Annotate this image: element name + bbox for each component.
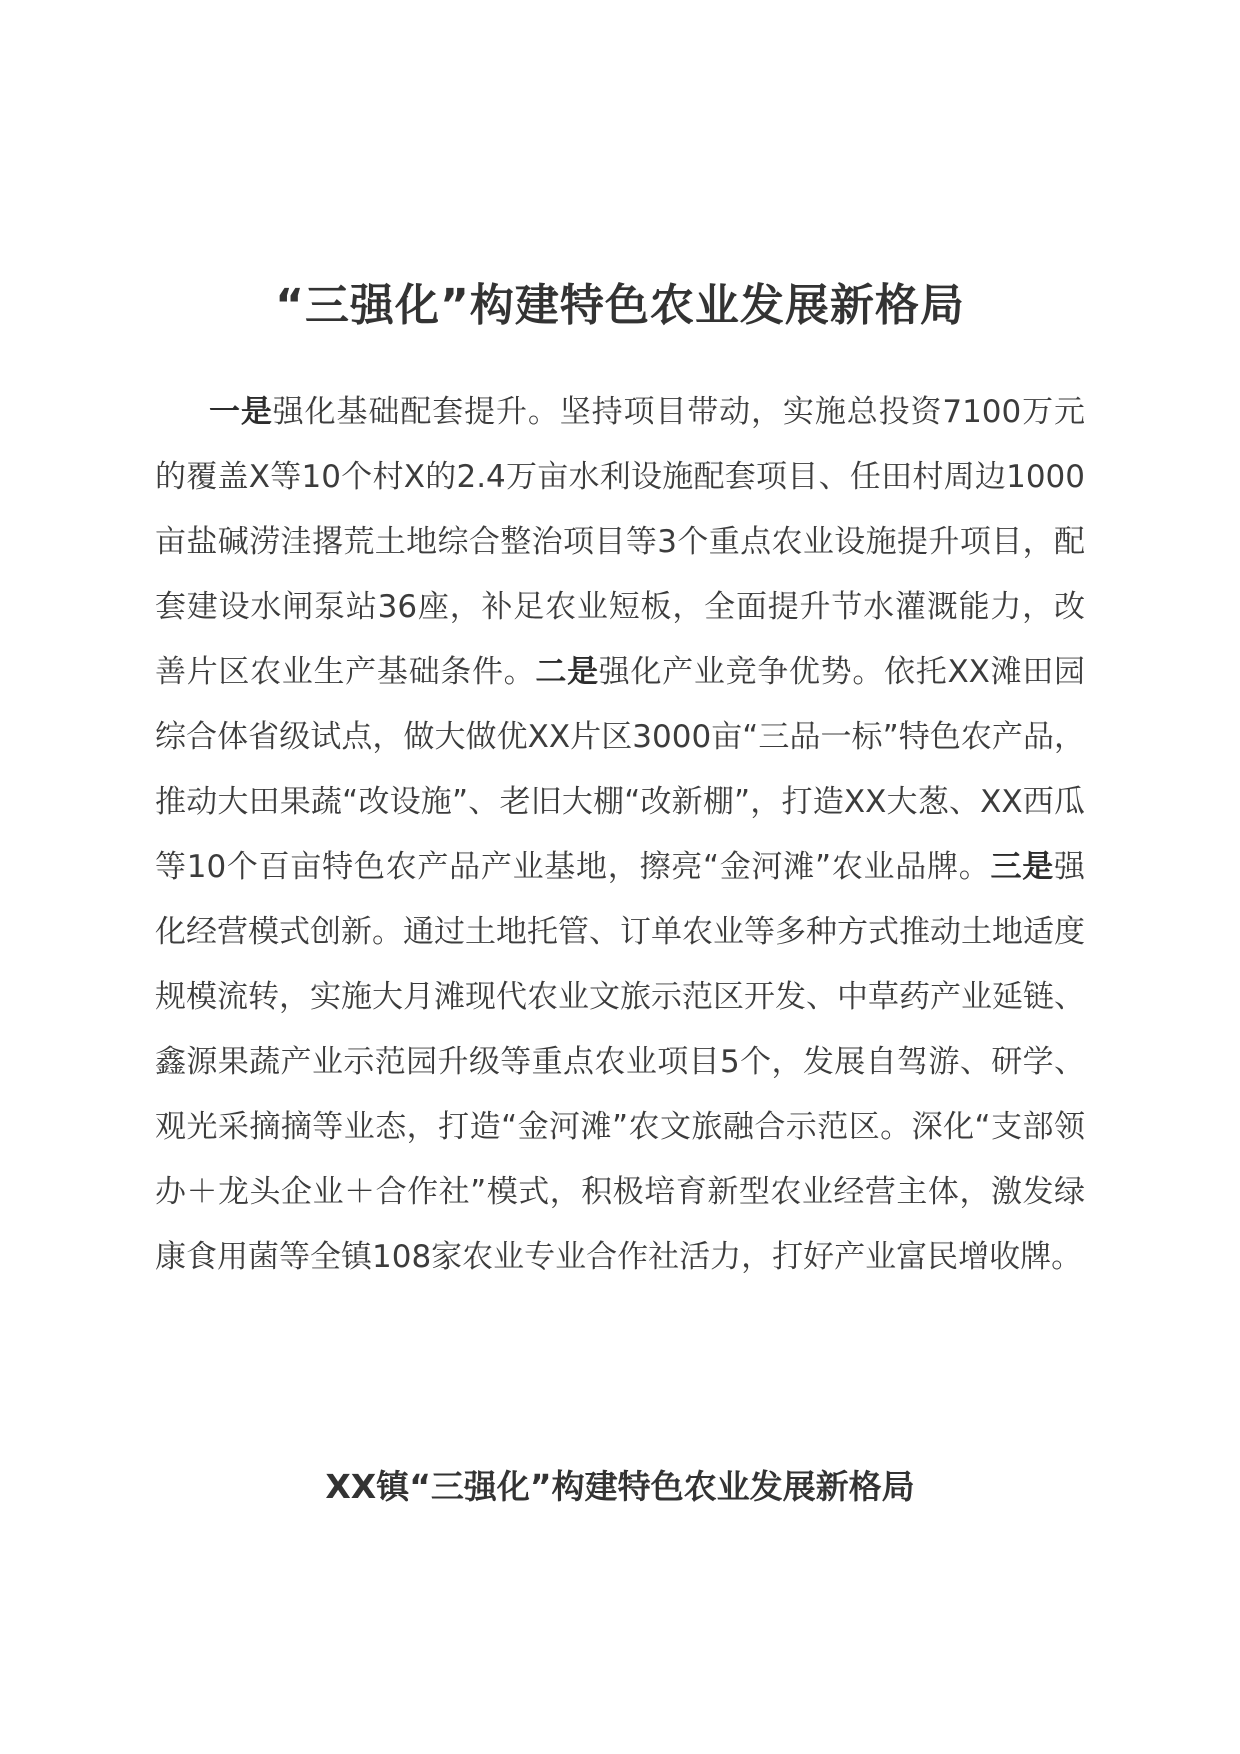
- text-second: 强化产业竞争优势。依托XX滩田园综合体省级试点，做大做优XX片区3000亩“三品一标”特色农产品，推动大田果蔬“改设施”、老旧大棚“改新棚”，打造XX大葱、XX西瓜等10个百亩特色农产品产业基地，擦亮“金河滩”农业品牌。: [155, 654, 1086, 885]
- lead-first: 一是: [209, 394, 273, 430]
- lead-second: 二是: [535, 654, 599, 690]
- lead-third: 三是: [990, 849, 1054, 885]
- footer-title: XX镇“三强化”构建特色农业发展新格局: [325, 1467, 915, 1506]
- text-third: 强化经营模式创新。通过土地托管、订单农业等多种方式推动土地适度规模流转，实施大月滩现代农业文旅示范区开发、中草药产业延链、鑫源果蔬产业示范园升级等重点农业项目5个，发展自驾游、研学、观光采摘摘等业态，打造“金河滩”农文旅融合示范区。深化“支部领办＋龙头企业＋合作社”模式，积极培育新型农业经营主体，激发绿康食用菌等全镇108家农业专业合作社活力，打好产业富民增收牌。: [155, 849, 1085, 1275]
- document-title: “三强化”构建特色农业发展新格局: [275, 280, 965, 331]
- body-paragraph: [155, 380, 1085, 1290]
- text-first: 强化基础配套提升。坚持项目带动，实施总投资7100万元的覆盖X等10个村X的2.4万亩水利设施配套项目、任田村周边1000亩盐碱涝洼撂荒土地综合整治项目等3个重点农业设施提升项目，配套建设水闸泵站36座，补足农业短板，全面提升节水灌溉能力，改善片区农业生产基础条件。: [155, 394, 1086, 690]
